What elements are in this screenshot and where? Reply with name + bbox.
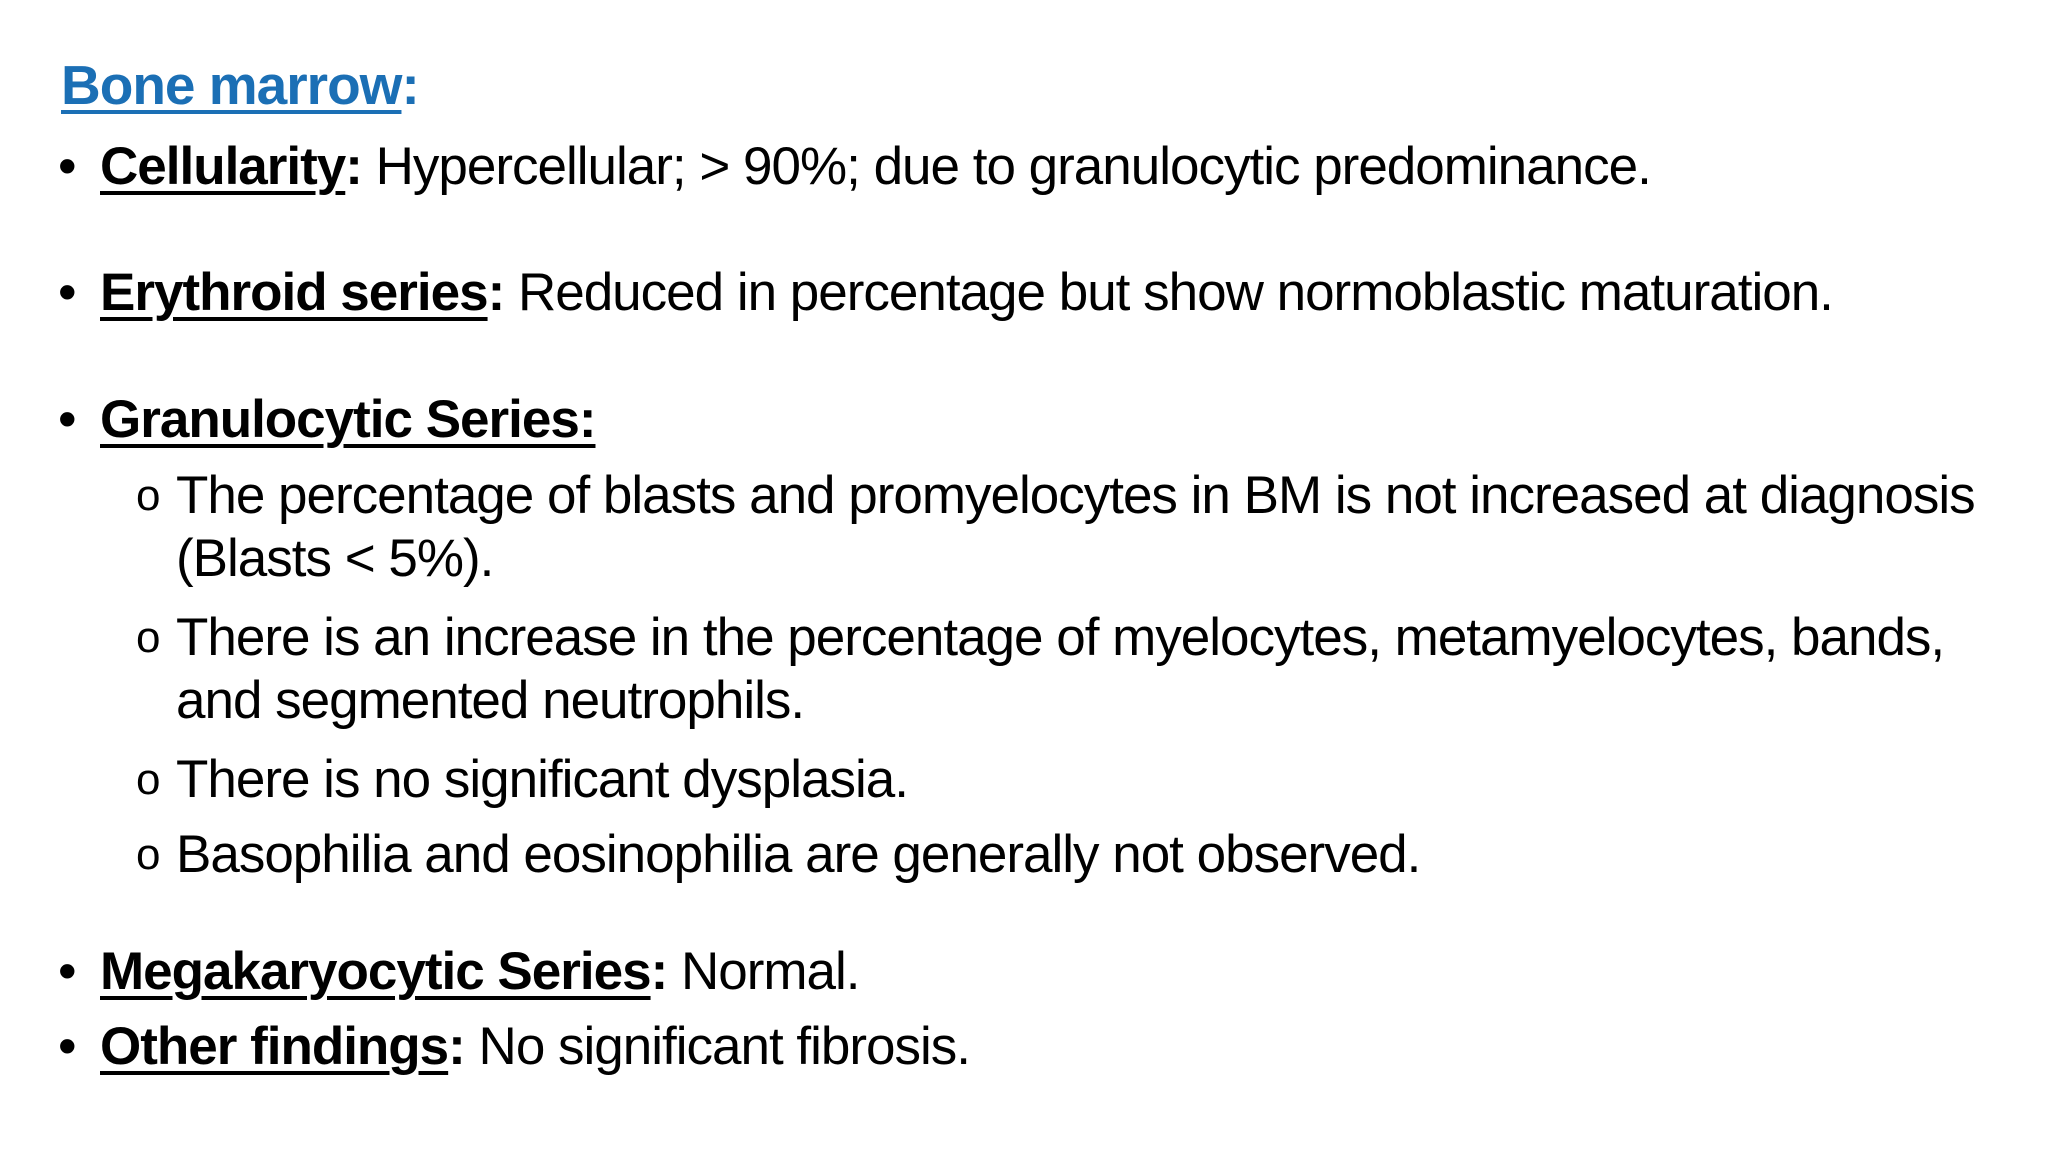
bullet-marker: • bbox=[58, 1017, 76, 1076]
sub-bullet-line: There is no significant dysplasia. bbox=[176, 750, 908, 809]
bullet-granulocytic-series bbox=[58, 387, 2018, 453]
sub-bullet-marker: o bbox=[136, 755, 160, 804]
bullet-label: Other findings: bbox=[100, 1017, 465, 1076]
bullet-other-findings bbox=[58, 1014, 2018, 1080]
sub-bullet-myelocytes bbox=[136, 606, 2016, 732]
bullet-erythroid-series bbox=[58, 260, 2018, 326]
section-title-colon: : bbox=[401, 54, 419, 116]
bullet-marker: • bbox=[58, 263, 76, 322]
bullet-label: Cellularity: bbox=[100, 137, 362, 196]
bullet-text: Normal. bbox=[667, 942, 860, 1001]
bullet-label: Megakaryocytic Series: bbox=[100, 942, 668, 1001]
sub-bullet-line: and segmented neutrophils. bbox=[176, 671, 805, 730]
bullet-marker: • bbox=[58, 942, 76, 1001]
bullet-text: Hypercellular; > 90%; due to granulocytic predominance. bbox=[361, 137, 1651, 196]
bullet-marker: • bbox=[58, 390, 76, 449]
bullet-label: Erythroid series: bbox=[100, 263, 505, 322]
sub-bullet-line: Basophilia and eosinophilia are generally not observed. bbox=[176, 825, 1421, 884]
bullet-label: Granulocytic Series: bbox=[100, 390, 596, 449]
sub-bullet-basophilia bbox=[136, 823, 2016, 886]
sub-bullet-blasts bbox=[136, 464, 2016, 590]
bullet-text: Reduced in percentage but show normoblastic maturation. bbox=[504, 263, 1833, 322]
sub-bullet-line: The percentage of blasts and promyelocytes in BM is not increased at diagnosis bbox=[176, 466, 1975, 525]
bullet-megakaryocytic-series bbox=[58, 939, 2018, 1005]
bullet-marker: • bbox=[58, 137, 76, 196]
section-title-text: Bone marrow bbox=[61, 54, 402, 116]
sub-bullet-line: There is an increase in the percentage of myelocytes, metamyelocytes, bands, bbox=[176, 608, 1945, 667]
sub-bullet-marker: o bbox=[136, 471, 160, 520]
sub-bullet-marker: o bbox=[136, 830, 160, 879]
bullet-cellularity bbox=[58, 134, 2018, 200]
section-title bbox=[61, 52, 419, 118]
sub-bullet-line: (Blasts < 5%). bbox=[176, 529, 494, 588]
bullet-text: No significant fibrosis. bbox=[464, 1017, 971, 1076]
sub-bullet-dysplasia bbox=[136, 748, 2016, 811]
sub-bullet-marker: o bbox=[136, 613, 160, 662]
